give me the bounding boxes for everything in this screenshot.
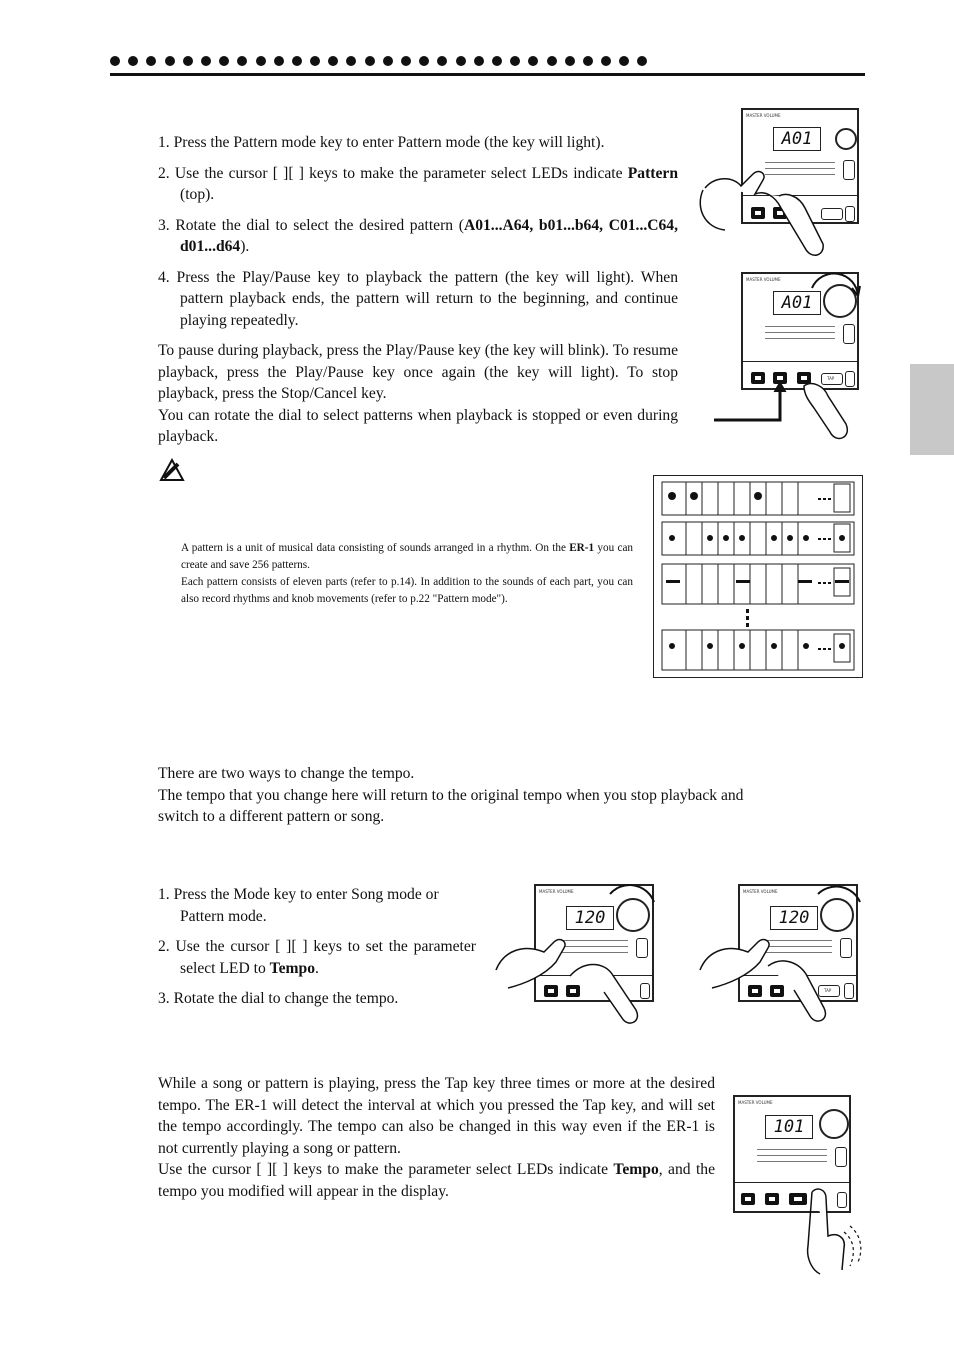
- tap-key-icon: TAP: [818, 985, 840, 997]
- tempo-display: 120: [770, 906, 818, 930]
- finger-tapping-icon: [798, 1186, 866, 1276]
- header-dot-row: [110, 52, 670, 70]
- er1-device-illustration-2: MASTER VOLUME A01 TAP: [741, 272, 859, 390]
- step-2: 2. Use the cursor [ ][ ] keys to make the parameter select LEDs indicate Pattern (top).: [158, 164, 678, 203]
- hand-pressing-cursor-icon: [698, 880, 864, 1028]
- tap-key-icon: TAP: [821, 373, 843, 385]
- tap-paragraph: While a song or pattern is playing, press the Tap key three times or more at the desired tempo. The ER-1 will detect the interval at which you pressed the Tap key, and will set the tempo accordingly. The tempo can also be changed in this way even if the ER-1 is not currently playing a song or pattern. Use the cursor [ ][ ] keys to make the parameter select LEDs indicate Tempo, and the tempo you modified will appear in the display.: [158, 1075, 715, 1200]
- step-4: 4. Press the Play/Pause key to playback the pattern (the key will light). When pattern playback ends, the pattern will return to the beginning, and continue playing repeatedly.: [158, 268, 678, 329]
- hand-and-arrow-icon: [712, 268, 864, 448]
- step-1: 1. Press the Pattern mode key to enter Pattern mode (the key will light).: [158, 134, 605, 151]
- rotate-paragraph: You can rotate the dial to select patterns when playback is stopped or even during playback.: [158, 406, 678, 445]
- er1-device-illustration-3: MASTER VOLUME 120: [534, 884, 654, 1002]
- er1-device-illustration-5: MASTER VOLUME 101: [733, 1095, 851, 1213]
- header-rule: [110, 73, 865, 76]
- stop-key-icon: [741, 1193, 755, 1205]
- tempo-display: A01: [773, 291, 821, 315]
- side-key-icon: [845, 206, 855, 222]
- er1-device-illustration-1: MASTER VOLUME A01: [741, 108, 859, 224]
- chapter-tab: [910, 364, 954, 455]
- hands-rotating-dial-icon: [494, 880, 660, 1028]
- tempo-display: A01: [773, 127, 821, 151]
- er1-device-illustration-4: MASTER VOLUME 120 TAP: [738, 884, 858, 1002]
- pause-paragraph: To pause during playback, press the Play/Pause key (the key will blink). To resume playback, press the Play/Pause key once again (the key will light). To stop playback, press the Stop/Cancel key.: [158, 342, 678, 402]
- caution-icon: [158, 458, 186, 482]
- mute-key-icon: [835, 1147, 847, 1167]
- dial-icon: [835, 128, 857, 150]
- pattern-note: A pattern is a unit of musical data consisting of sounds arranged in a rhythm. On the ER-1 you can create and save 256 patterns. Each pattern consists of eleven parts (refer to p.14). In addition to the sounds of each part, you can also record rhythms and knob movements (refer to p.22 "Pattern mode").: [181, 542, 634, 605]
- tempo-display: 101: [765, 1115, 813, 1139]
- tempo-display: 120: [566, 906, 614, 930]
- play-key-icon: [765, 1193, 779, 1205]
- hand-pressing-icon: [695, 168, 835, 266]
- pattern-grid-svg: [654, 476, 862, 677]
- dial-icon: [819, 1109, 849, 1139]
- tempo-steps: 1. Press the Mode key to enter Song mode or Pattern mode. 2. Use the cursor [ ][ ] keys to set the parameter select LED to Tempo. 3. Rotate the dial to change the tempo.: [158, 886, 476, 1007]
- pattern-structure-diagram: [653, 475, 863, 678]
- step-3: 3. Rotate the dial to select the desired pattern (A01...A64, b01...b64, C01...C64, d01...d64).: [158, 216, 679, 255]
- mute-key-icon: [843, 160, 855, 180]
- tempo-intro: There are two ways to change the tempo. The tempo that you change here will return to the original tempo when you stop playback and switch to a different pattern or song.: [158, 765, 744, 825]
- pattern-steps: [158, 132, 678, 448]
